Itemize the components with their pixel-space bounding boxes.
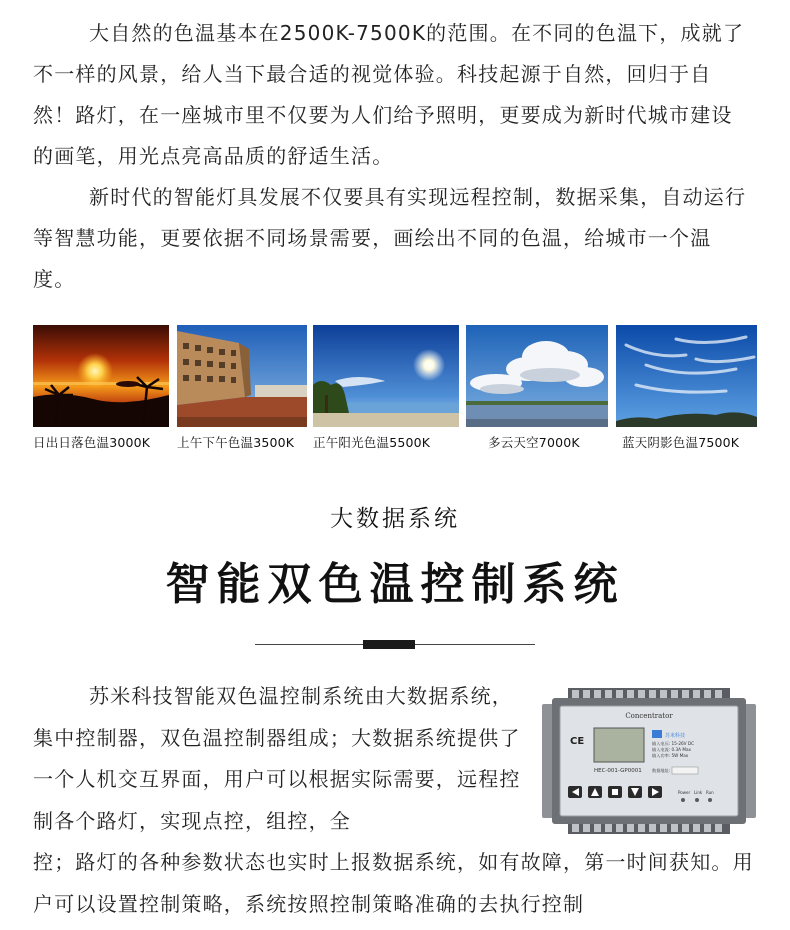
- cloudy-sky-photo: [466, 325, 608, 427]
- gallery-caption: 上午下午色温3500K: [177, 435, 295, 450]
- device-label: Concentrator: [625, 712, 673, 720]
- device-spec: 输入功率: 5W Max: [652, 753, 689, 758]
- indicator-label: Link: [694, 790, 703, 795]
- device-serial-label: 数据地址:: [652, 768, 671, 773]
- device-spec: 输入电压: 15-26V DC: [652, 741, 695, 746]
- intro-paragraph-2: 新时代的智能灯具发展不仅要具有实现远程控制，数据采集，自动运行等智慧功能，更要依据不同场景需要，画绘出不同的色温，给城市一个温度。: [33, 185, 747, 291]
- gallery-item-blue-sky: [616, 325, 757, 453]
- gallery-item-building: [177, 325, 307, 453]
- ce-mark: CE: [570, 736, 585, 747]
- title-divider-accent: [363, 640, 415, 649]
- concentrator-device-photo: [538, 686, 760, 836]
- section-title: 智能双色温控制系统: [165, 559, 625, 610]
- color-temperature-gallery: [33, 325, 757, 455]
- gallery-caption: 正午阳光色温5500K: [313, 435, 431, 450]
- gallery-item-noon: [313, 325, 459, 453]
- noon-sun-photo: [313, 325, 459, 427]
- building-photo: [177, 325, 307, 427]
- gallery-caption: 蓝天阴影色温7500K: [622, 435, 740, 450]
- system-paragraph-2: 控；路灯的各种参数状态也实时上报数据系统，如有故障，第一时间获知。用户可以设置控制策略，系统按照控制策略准确的去执行控制: [33, 850, 754, 916]
- gallery-item-cloudy: [466, 325, 608, 453]
- indicator-label: Run: [706, 790, 714, 795]
- gallery-item-sunset: [33, 325, 169, 453]
- indicator-label: Power: [678, 790, 691, 795]
- sunset-photo: [33, 325, 169, 427]
- gallery-caption: 多云天空7000K: [488, 435, 580, 450]
- system-paragraph-1: 苏米科技智能双色温控制系统由大数据系统，集中控制器，双色温控制器组成；大数据系统提供了一个人机交互界面，用户可以根据实际需要，远程控制各个路灯，实现点控，组控，全: [33, 684, 521, 833]
- blue-sky-photo: [616, 325, 757, 427]
- section-subtitle: 大数据系统: [330, 506, 460, 532]
- intro-paragraph-1: 大自然的色温基本在2500K-7500K的范围。在不同的色温下，成就了不一样的风景，给人当下最合适的视觉体验。科技起源于自然，回归于自然！路灯，在一座城市里不仅要为人们给予照明，更要成为新时代城市建设的画笔，用光点亮高品质的舒适生活。: [33, 21, 745, 168]
- device-spec: 输入电流: 0.3A Max: [652, 747, 692, 752]
- gallery-caption: 日出日落色温3000K: [33, 435, 151, 450]
- brand-logo-icon: [652, 730, 662, 738]
- device-model: HEC-001-GP0001: [594, 768, 642, 774]
- device-brand: 苏米科技: [665, 733, 686, 739]
